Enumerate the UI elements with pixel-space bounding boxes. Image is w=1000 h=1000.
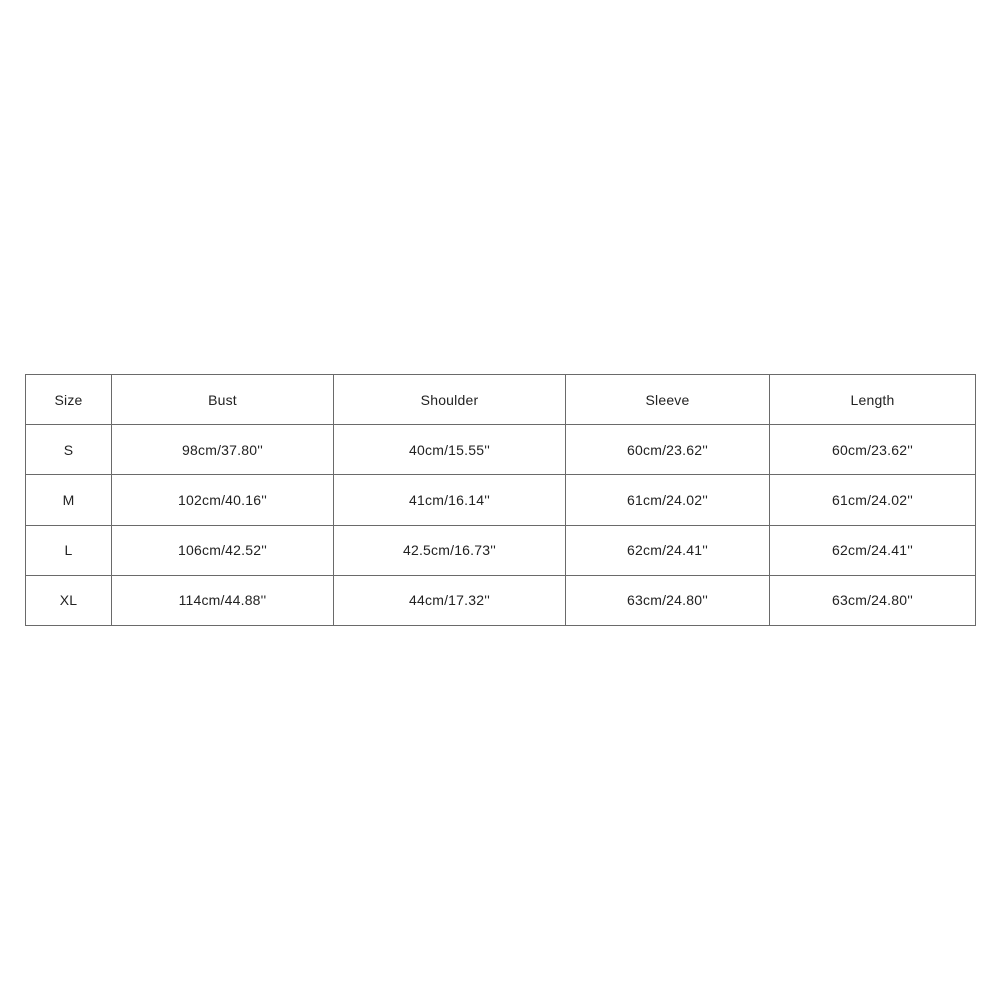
header-sleeve: Sleeve (566, 375, 770, 425)
cell-bust: 114cm/44.88'' (112, 575, 334, 625)
table-row (26, 525, 976, 575)
table-header-row (26, 375, 976, 425)
table-row (26, 425, 976, 475)
cell-bust: 106cm/42.52'' (112, 525, 334, 575)
header-length: Length (770, 375, 976, 425)
size-chart-table (25, 374, 976, 626)
header-size: Size (26, 375, 112, 425)
cell-size: XL (26, 575, 112, 625)
cell-bust: 102cm/40.16'' (112, 475, 334, 525)
table-row (26, 575, 976, 625)
cell-sleeve: 60cm/23.62'' (566, 425, 770, 475)
cell-length: 61cm/24.02'' (770, 475, 976, 525)
cell-sleeve: 63cm/24.80'' (566, 575, 770, 625)
cell-shoulder: 44cm/17.32'' (334, 575, 566, 625)
cell-sleeve: 62cm/24.41'' (566, 525, 770, 575)
cell-length: 63cm/24.80'' (770, 575, 976, 625)
cell-length: 62cm/24.41'' (770, 525, 976, 575)
table-row (26, 475, 976, 525)
cell-size: L (26, 525, 112, 575)
cell-sleeve: 61cm/24.02'' (566, 475, 770, 525)
cell-shoulder: 40cm/15.55'' (334, 425, 566, 475)
header-bust: Bust (112, 375, 334, 425)
cell-size: S (26, 425, 112, 475)
cell-shoulder: 42.5cm/16.73'' (334, 525, 566, 575)
cell-bust: 98cm/37.80'' (112, 425, 334, 475)
cell-length: 60cm/23.62'' (770, 425, 976, 475)
cell-size: M (26, 475, 112, 525)
cell-shoulder: 41cm/16.14'' (334, 475, 566, 525)
header-shoulder: Shoulder (334, 375, 566, 425)
